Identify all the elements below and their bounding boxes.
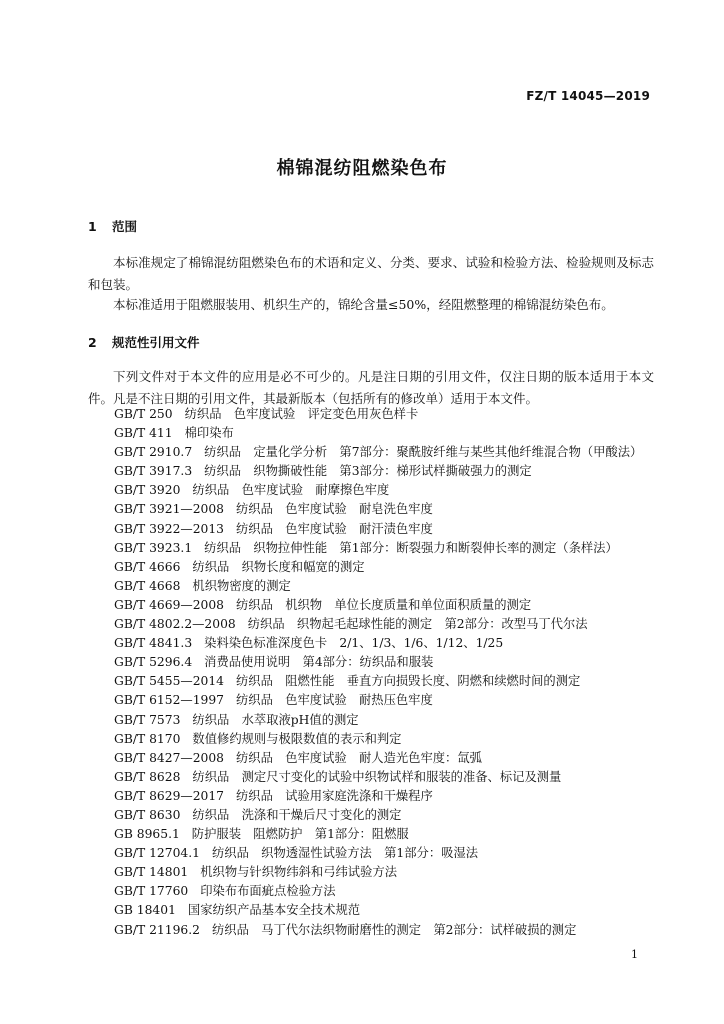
reference-code: GB/T 8630 — [114, 807, 181, 822]
reference-item — [114, 768, 642, 787]
reference-item — [114, 691, 642, 710]
reference-title: 国家纺织产品基本安全技术规范 — [187, 903, 361, 918]
reference-code: GB/T 6152—1997 — [114, 693, 224, 708]
reference-item — [114, 520, 642, 539]
reference-item — [114, 730, 642, 749]
reference-title: 纺织品 色牢度试验 评定变色用灰色样卡 — [184, 407, 419, 421]
reference-code: GB 18401 — [114, 903, 176, 918]
reference-title: 纺织品 织物拉伸性能 第1部分：断裂强力和断裂伸长率的测定（条样法） — [204, 540, 618, 555]
reference-title: 机织物密度的测定 — [192, 578, 291, 593]
reference-item — [114, 558, 642, 577]
reference-code: GB/T 3917.3 — [114, 464, 193, 479]
reference-title: 纺织品 机织物 单位长度质量和单位面积质量的测定 — [236, 597, 532, 612]
reference-item — [114, 672, 642, 691]
reference-code: GB/T 4666 — [114, 559, 181, 574]
scope-paragraph-1: 本标准规定了棉锦混纺阻燃染色布的术语和定义、分类、要求、试验和检验方法、检验规则及标志和包装。 — [88, 255, 654, 292]
references-intro-paragraph: 下列文件对于本文件的应用是必不可少的。凡是注日期的引用文件，仅注日期的版本适用于本文件。凡是不注日期的引用文件，其最新版本（包括所有的修改单）适用于本文件。 — [88, 369, 654, 406]
reference-title: 纺织品 色牢度试验 耐汗渍色牢度 — [236, 521, 433, 536]
reference-item — [114, 615, 642, 634]
reference-code: GB/T 3921—2008 — [114, 502, 224, 517]
section-title: 范围 — [112, 219, 138, 234]
page-number: 1 — [631, 948, 638, 961]
reference-item — [114, 653, 642, 672]
reference-item — [114, 806, 642, 825]
reference-item — [114, 711, 642, 730]
reference-code: GB/T 17760 — [114, 884, 189, 899]
standard-code: FZ/T 14045—2019 — [526, 89, 650, 103]
section-number: 1 — [88, 219, 97, 234]
reference-code: GB/T 4668 — [114, 578, 181, 593]
reference-code: GB/T 3923.1 — [114, 540, 193, 555]
reference-title: 机织物与针织物纬斜和弓纬试验方法 — [200, 865, 397, 880]
reference-code: GB/T 12704.1 — [114, 846, 200, 861]
reference-code: GB/T 8628 — [114, 769, 181, 784]
reference-code: GB/T 2910.7 — [114, 445, 193, 460]
reference-item — [114, 634, 642, 653]
reference-code: GB/T 21196.2 — [114, 922, 200, 937]
reference-code: GB/T 8629—2017 — [114, 788, 224, 803]
reference-title: 染料染色标准深度色卡 2/1、1/3、1/6、1/12、1/25 — [204, 636, 504, 651]
reference-title: 纺织品 色牢度试验 耐热压色牢度 — [236, 693, 433, 708]
reference-title: 纺织品 色牢度试验 耐摩擦色牢度 — [192, 483, 390, 498]
reference-title: 纺织品 织物撕破性能 第3部分：梯形试样撕破强力的测定 — [204, 464, 532, 479]
reference-item — [114, 863, 642, 882]
reference-item — [114, 443, 642, 462]
reference-list — [114, 405, 642, 940]
reference-title: 纺织品 织物透湿性试验方法 第1部分：吸湿法 — [211, 846, 479, 861]
reference-item — [114, 462, 642, 481]
reference-title: 纺织品 定量化学分析 第7部分：聚酰胺纤维与某些其他纤维混合物（甲酸法） — [204, 445, 643, 460]
reference-item — [114, 749, 642, 768]
reference-code: GB/T 4841.3 — [114, 636, 193, 651]
section-heading-normative-references — [88, 333, 200, 351]
scope-paragraph-2: 本标准适用于阻燃服装用、机织生产的，锦纶含量≤50%，经阻燃整理的棉锦混纺染色布。 — [113, 297, 614, 312]
reference-item — [114, 577, 642, 596]
reference-code: GB/T 14801 — [114, 865, 189, 880]
reference-title: 纺织品 织物起毛起球性能的测定 第2部分：改型马丁代尔法 — [247, 617, 588, 632]
reference-item — [114, 787, 642, 806]
section-heading-scope — [88, 217, 137, 235]
reference-title: 纺织品 测定尺寸变化的试验中织物试样和服装的准备、标记及测量 — [192, 769, 562, 784]
section-number: 2 — [88, 335, 97, 350]
reference-code: GB/T 5296.4 — [114, 655, 193, 670]
reference-item — [114, 481, 642, 500]
reference-item — [114, 901, 642, 920]
reference-code: GB/T 7573 — [114, 712, 181, 727]
reference-title: 防护服装 阻燃防护 第1部分：阻燃服 — [191, 827, 409, 842]
reference-title: 纺织品 色牢度试验 耐人造光色牢度：氙弧 — [236, 750, 482, 765]
reference-code: GB/T 8170 — [114, 731, 181, 746]
reference-code: GB/T 8427—2008 — [114, 750, 224, 765]
reference-title: 纺织品 洗涤和干燥后尺寸变化的测定 — [192, 807, 402, 822]
reference-item — [114, 500, 642, 519]
reference-title: 纺织品 阻燃性能 垂直方向损毁长度、阴燃和续燃时间的测定 — [236, 674, 581, 689]
reference-item — [114, 539, 642, 558]
reference-item — [114, 921, 642, 940]
reference-title: 棉印染布 — [184, 426, 234, 441]
reference-title: 纺织品 马丁代尔法织物耐磨性的测定 第2部分：试样破损的测定 — [211, 922, 577, 937]
document-title: 棉锦混纺阻燃染色布 — [276, 158, 448, 179]
reference-title: 纺织品 织物长度和幅宽的测定 — [192, 559, 365, 574]
reference-title: 数值修约规则与极限数值的表示和判定 — [192, 731, 402, 746]
reference-title: 消费品使用说明 第4部分：纺织品和服装 — [204, 655, 434, 670]
reference-item — [114, 882, 642, 901]
reference-code: GB/T 4802.2—2008 — [114, 617, 236, 632]
reference-title: 纺织品 色牢度试验 耐皂洗色牢度 — [236, 502, 433, 517]
reference-code: GB/T 3920 — [114, 483, 181, 498]
reference-item — [114, 825, 642, 844]
reference-title: 纺织品 水萃取液pH值的测定 — [192, 712, 359, 727]
reference-title: 纺织品 试验用家庭洗涤和干燥程序 — [236, 788, 433, 803]
reference-code: GB/T 5455—2014 — [114, 674, 224, 689]
reference-item — [114, 844, 642, 863]
reference-code: GB/T 4669—2008 — [114, 597, 224, 612]
reference-code: GB/T 250 — [114, 407, 173, 421]
reference-title: 印染布布面疵点检验方法 — [200, 884, 336, 899]
reference-code: GB/T 3922—2013 — [114, 521, 224, 536]
reference-item — [114, 424, 642, 443]
reference-item — [114, 596, 642, 615]
reference-code: GB 8965.1 — [114, 827, 180, 842]
reference-code: GB/T 411 — [114, 426, 173, 441]
section-title: 规范性引用文件 — [112, 335, 200, 350]
reference-item — [114, 405, 642, 424]
